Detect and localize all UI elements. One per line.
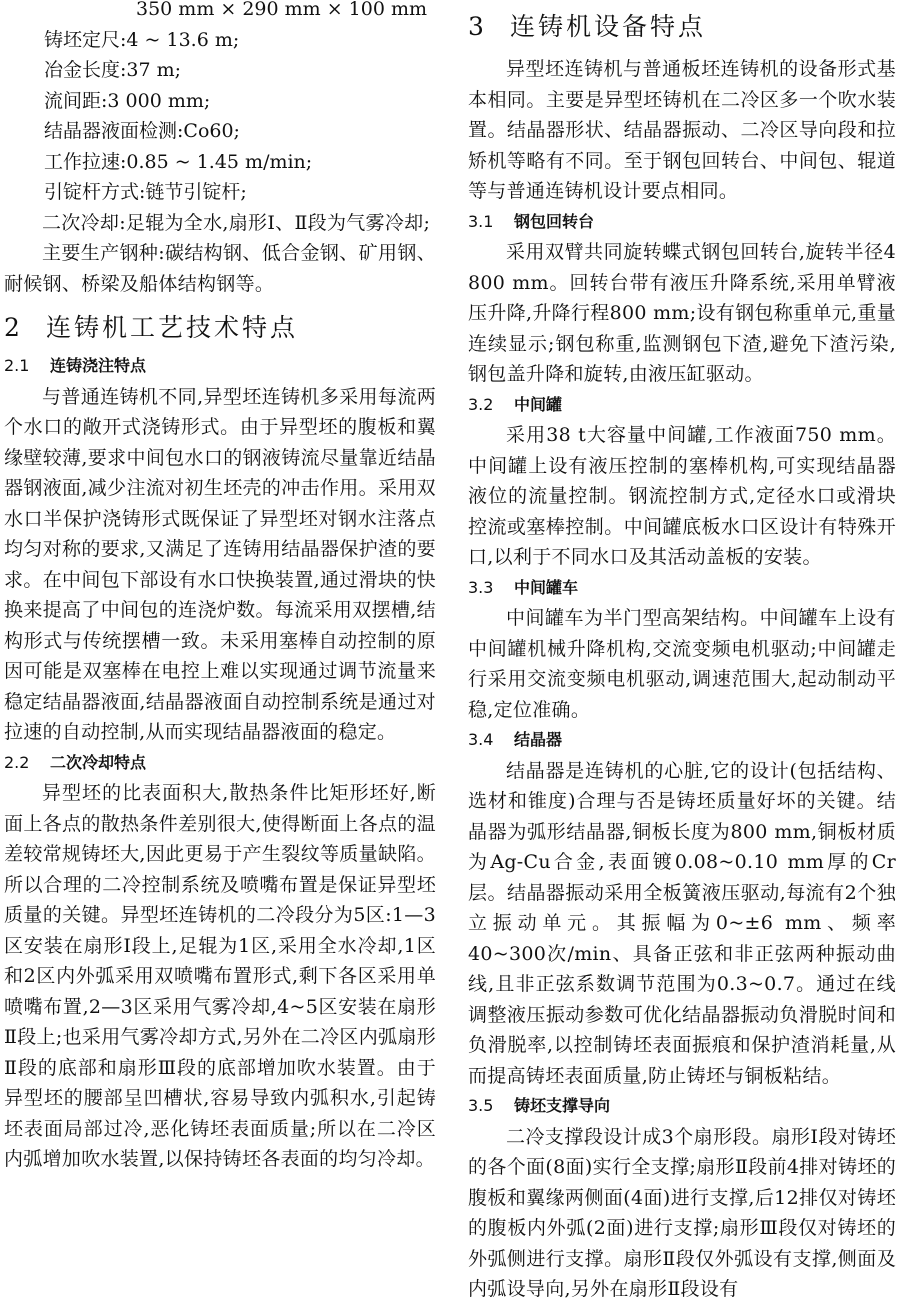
right-column (468, 0, 896, 1305)
section-number: 3 (468, 12, 487, 41)
param-metallurgical-length: 冶金长度:37 m; (44, 59, 182, 81)
subsection-title: 钢包回转台 (514, 211, 595, 231)
subsection-title: 中间罐车 (514, 577, 579, 597)
subsection-number: 3.1 (468, 211, 494, 231)
left-column (4, 0, 436, 1175)
subsection-title: 中间罐 (514, 394, 563, 414)
subsection-2-2-heading (4, 748, 436, 779)
subsection-title: 连铸浇注特点 (50, 356, 147, 375)
param-strand-distance: 流间距:3 000 mm; (44, 89, 211, 112)
subsection-2-2-body: 异型坯的比表面积大,散热条件比矩形坯好,断面上各点的散热条件差别很大,使得断面上各点的温差较常规铸坯大,因此更易于产生裂纹等质量缺陷。所以合理的二冷控制系统及喷嘴布置是保证异型坯质量的关键。异型坯连铸机的二冷段分为5区:1—3区安装在扇形Ⅰ段上,足辊为1区,采用全水冷却,1区和2区内外弧采用双喷嘴布置形式,剩下各区采用单喷嘴布置,2—3区采用气雾冷却,4~5区安装在扇形Ⅱ段上;也采用气雾冷却方式,另外在二冷区内弧扇形Ⅱ段的底部和扇形Ⅲ段的底部增加吹水装置。由于异型坯的腰部呈凹槽状,容易导致内弧积水,引起铸坯表面局部过冷,恶化铸坯表面质量;所以在二冷区内弧增加吹水装置,以保持铸坯各表面的均匀冷却。 (4, 782, 436, 1170)
subsection-3-2-body: 采用38 t大容量中间罐,工作液面750 mm。中间罐上设有液压控制的塞棒机构,可实现结晶器液位的流量控制。钢流控制方式,定径水口或滑块控流或塞棒控制。中间罐底板水口区设计有特殊开口,以利于不同水口及其活动盖板的安装。 (468, 424, 896, 568)
subsection-3-3-body: 中间罐车为半门型高架结构。中间罐车上设有中间罐机械升降机构,交流变频电机驱动;中间罐走行采用交流变频电机驱动,调速范围大,起动制动平稳,定位准确。 (468, 607, 896, 721)
param-cut-length: 铸坯定尺:4 ~ 13.6 m; (44, 28, 240, 51)
section-title: 连铸机工艺技术特点 (46, 313, 299, 342)
subsection-3-2-heading (468, 390, 896, 421)
subsection-number: 2.2 (4, 752, 30, 772)
subsection-number: 3.5 (468, 1096, 494, 1115)
subsection-number: 3.4 (468, 730, 494, 749)
subsection-3-5-body: 二冷支撑段设计成3个扇形段。扇形Ⅰ段对铸坯的各个面(8面)实行全支撑;扇形Ⅱ段前4排对铸坯的腹板和翼缘两侧面(4面)进行支撑,后12排仅对铸坯的腹板内外弧(2面)进行支撑;扇形Ⅲ段仅对铸坯的外弧侧进行支撑。扇形Ⅱ段仅外弧设有支撑,侧面及内弧设导向,另外在扇形Ⅱ段设有 (468, 1125, 896, 1300)
subsection-2-1-heading (4, 351, 436, 382)
subsection-3-4-heading (468, 725, 896, 756)
subsection-title: 结晶器 (514, 730, 563, 749)
param-level-detection: 结晶器液面检测:Co60; (44, 120, 240, 142)
param-dummy-bar: 引锭杆方式:链节引锭杆; (44, 181, 247, 203)
section-3-heading (468, 12, 896, 42)
subsection-title: 铸坯支撑导向 (514, 1096, 611, 1115)
subsection-3-4-body: 结晶器是连铸机的心脏,它的设计(包括结构、选材和锥度)合理与否是铸坯质量好坏的关键。结晶器为弧形结晶器,铜板长度为800 mm,铜板材质为Ag-Cu合金,表面镀0.08~0.10 mm厚的Cr层。结晶器振动采用全板簧液压驱动,每流有2个独立振动单元。其振幅为0~±6 mm、频率40~300次/min、具备正弦和非正弦两种振动曲线,且非正弦系数调节范围为0.3~0.7。通过在线调整液压振动参数可优化结晶器振动负滑脱时间和负滑脱率,以控制铸坯表面振痕和保护渣消耗量,从而提高铸坯表面质量,防止铸坯与铜板粘结。 (468, 759, 896, 1087)
section-title: 连铸机设备特点 (510, 12, 707, 41)
param-steel-grades: 主要生产钢种:碳结构钢、低合金钢、矿用钢、耐候钢、桥梁及船体结构钢等。 (4, 242, 436, 295)
param-secondary-cooling: 二次冷却:足辊为全水,扇形Ⅰ、Ⅱ段为气雾冷却; (42, 211, 431, 234)
subsection-3-5-heading (468, 1091, 896, 1122)
section-3-intro: 异型坯连铸机与普通板坯连铸机的设备形式基本相同。主要是异型坯铸机在二冷区多一个吹水装置。结晶器形状、结晶器振动、二冷区导向段和拉矫机等略有不同。至于钢包回转台、中间包、辊道等与普通连铸机设计要点相同。 (468, 58, 896, 202)
subsection-3-1-heading (468, 207, 896, 238)
param-casting-speed: 工作拉速:0.85 ~ 1.45 m/min; (44, 150, 313, 173)
subsection-2-1-body: 与普通连铸机不同,异型坯连铸机多采用每流两个水口的敞开式浇铸形式。由于异型坯的腹板和翼缘壁较薄,要求中间包水口的钢液铸流尽量靠近结晶器钢液面,减少注流对初生坯壳的冲击作用。采用双水口半保护浇铸形式既保证了异型坯对钢水注落点均匀对称的要求,又满足了连铸用结晶器保护渣的要求。在中间包下部设有水口快换装置,通过滑块的快换来提高了中间包的连浇炉数。每流采用双摆槽,结构形式与传统摆槽一致。未采用塞棒自动控制的原因可能是双塞棒在电控上难以实现通过调节流量来稳定结晶器液面,结晶器液面自动控制系统是通过对拉速的自动控制,从而实现结晶器液面的稳定。 (4, 385, 436, 743)
subsection-3-1-body: 采用双臂共同旋转蝶式钢包回转台,旋转半径4 800 mm。回转台带有液压升降系统,采用单臂液压升降,升降行程800 mm;设有钢包称重单元,重量连续显示;钢包称重,监测钢包下渣,避免下渣污染,钢包盖升降和旋转,由液压缸驱动。 (468, 241, 896, 385)
subsection-3-3-heading (468, 573, 896, 604)
subsection-number: 2.1 (4, 356, 30, 375)
subsection-number: 3.3 (468, 577, 494, 597)
subsection-number: 3.2 (468, 394, 494, 414)
subsection-title: 二次冷却特点 (50, 752, 147, 772)
section-size-line: 350 mm × 290 mm × 100 mm (136, 0, 428, 20)
section-number: 2 (4, 313, 23, 342)
section-2-heading (4, 313, 436, 343)
